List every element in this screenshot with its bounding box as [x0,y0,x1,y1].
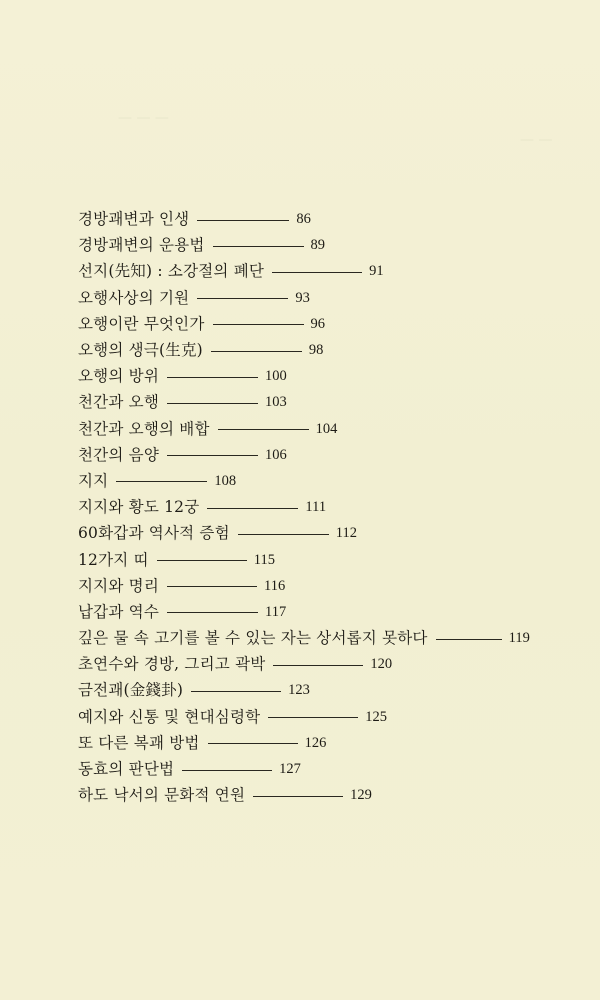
toc-leader-line [208,743,298,744]
toc-entry[interactable] [78,782,578,808]
toc-entry[interactable] [78,651,578,677]
toc-entry-title: 경방괘변과 인생 [78,210,190,229]
toc-entry-title: 천간의 음양 [78,445,159,464]
toc-entry[interactable] [78,730,578,756]
toc-entry-title: 지지와 명리 [78,576,159,595]
toc-leader-line [207,508,298,509]
toc-entry-title: 지지 [78,471,109,490]
toc-page-number: 126 [304,734,327,751]
toc-entry[interactable] [78,416,578,442]
toc-leader-line [211,351,302,352]
toc-entry-title: 경방괘변의 운용법 [78,236,205,255]
toc-leader-line [238,534,329,535]
toc-entry-title: 납갑과 역수 [78,602,159,621]
toc-entry[interactable] [78,285,578,311]
show-through-text: — — [520,132,553,148]
toc-page-number: 103 [265,394,287,411]
show-through-text: — — — [118,110,169,126]
toc-leader-line [253,796,343,797]
toc-entry-title: 오행의 방위 [78,367,159,386]
toc-leader-line [191,691,281,692]
toc-leader-line [272,272,362,273]
toc-leader-line [167,612,258,613]
toc-leader-line [197,298,288,299]
toc-entry[interactable] [78,546,578,572]
toc-page-number: 108 [214,472,237,489]
toc-page-number: 98 [308,342,324,359]
toc-page-number: 125 [365,708,388,725]
toc-entry[interactable] [78,677,578,703]
toc-entry[interactable] [78,389,578,415]
toc-entry-title: 12가지 띠 [78,550,149,569]
toc-page-number: 100 [265,368,287,385]
toc-entry-title: 예지와 신통 및 현대심령학 [78,707,261,726]
toc-entry[interactable] [78,258,578,284]
toc-page-number: 89 [310,237,326,254]
toc-entry-title: 지지와 황도 12궁 [78,498,200,517]
toc-entry[interactable] [78,363,578,389]
toc-entry-title: 또 다른 복괘 방법 [78,733,200,752]
toc-entry[interactable] [78,520,578,546]
toc-leader-line [268,717,358,718]
toc-entry-title: 금전괘(金錢卦) [78,681,184,700]
toc-entry-title: 천간과 오행의 배합 [78,419,210,438]
toc-entry-title: 오행이란 무엇인가 [78,314,205,333]
toc-leader-line [273,665,363,666]
toc-page-number: 93 [295,289,310,306]
toc-leader-line [167,455,258,456]
toc-leader-line [167,377,258,378]
toc-entry[interactable] [78,232,578,258]
toc-page-number: 111 [305,499,327,516]
toc-entry[interactable] [78,573,578,599]
toc-page-number: 117 [265,603,287,620]
toc-entry[interactable] [78,337,578,363]
toc-page-number: 104 [315,420,338,437]
toc-entry-title: 하도 낙서의 문화적 연원 [78,786,246,805]
toc-entry[interactable] [78,756,578,782]
toc-page-number: 112 [335,525,357,542]
toc-page-number: 119 [508,630,530,647]
toc-entry[interactable] [78,206,578,232]
toc-page-number: 91 [369,263,384,280]
toc-leader-line [116,481,207,482]
toc-page-number: 129 [350,787,372,804]
table-of-contents [78,206,578,808]
toc-entry-title: 동효의 판단법 [78,760,175,779]
toc-page-number: 115 [253,551,275,568]
toc-leader-line [197,220,289,221]
toc-entry-title: 오행사상의 기원 [78,288,190,307]
toc-page-number: 116 [264,577,286,594]
toc-leader-line [167,403,258,404]
toc-leader-line [436,639,502,640]
toc-leader-line [157,560,247,561]
toc-entry[interactable] [78,468,578,494]
toc-entry-title: 60화갑과 역사적 증험 [78,524,230,543]
toc-page-number: 120 [370,656,393,673]
toc-entry-title: 초연수와 경방, 그리고 곽박 [78,655,266,674]
toc-entry-title: 선지(先知) : 소강절의 폐단 [78,262,265,281]
toc-page-number: 96 [310,315,326,332]
toc-leader-line [218,429,309,430]
toc-entry[interactable] [78,704,578,730]
toc-entry[interactable] [78,311,578,337]
toc-page-number: 127 [279,761,301,778]
toc-entry-title: 깊은 물 속 고기를 볼 수 있는 자는 상서롭지 못하다 [78,629,428,648]
toc-entry-title: 천간과 오행 [78,393,159,412]
toc-leader-line [213,324,304,325]
toc-page-number: 86 [296,211,311,228]
toc-entry[interactable] [78,494,578,520]
toc-leader-line [167,586,257,587]
toc-entry[interactable] [78,599,578,625]
toc-entry[interactable] [78,625,578,651]
toc-page-number: 123 [288,682,310,699]
toc-leader-line [182,770,272,771]
toc-entry[interactable] [78,442,578,468]
toc-entry-title: 오행의 생극(生克) [78,341,203,360]
toc-page-number: 106 [265,446,287,463]
toc-leader-line [213,246,304,247]
